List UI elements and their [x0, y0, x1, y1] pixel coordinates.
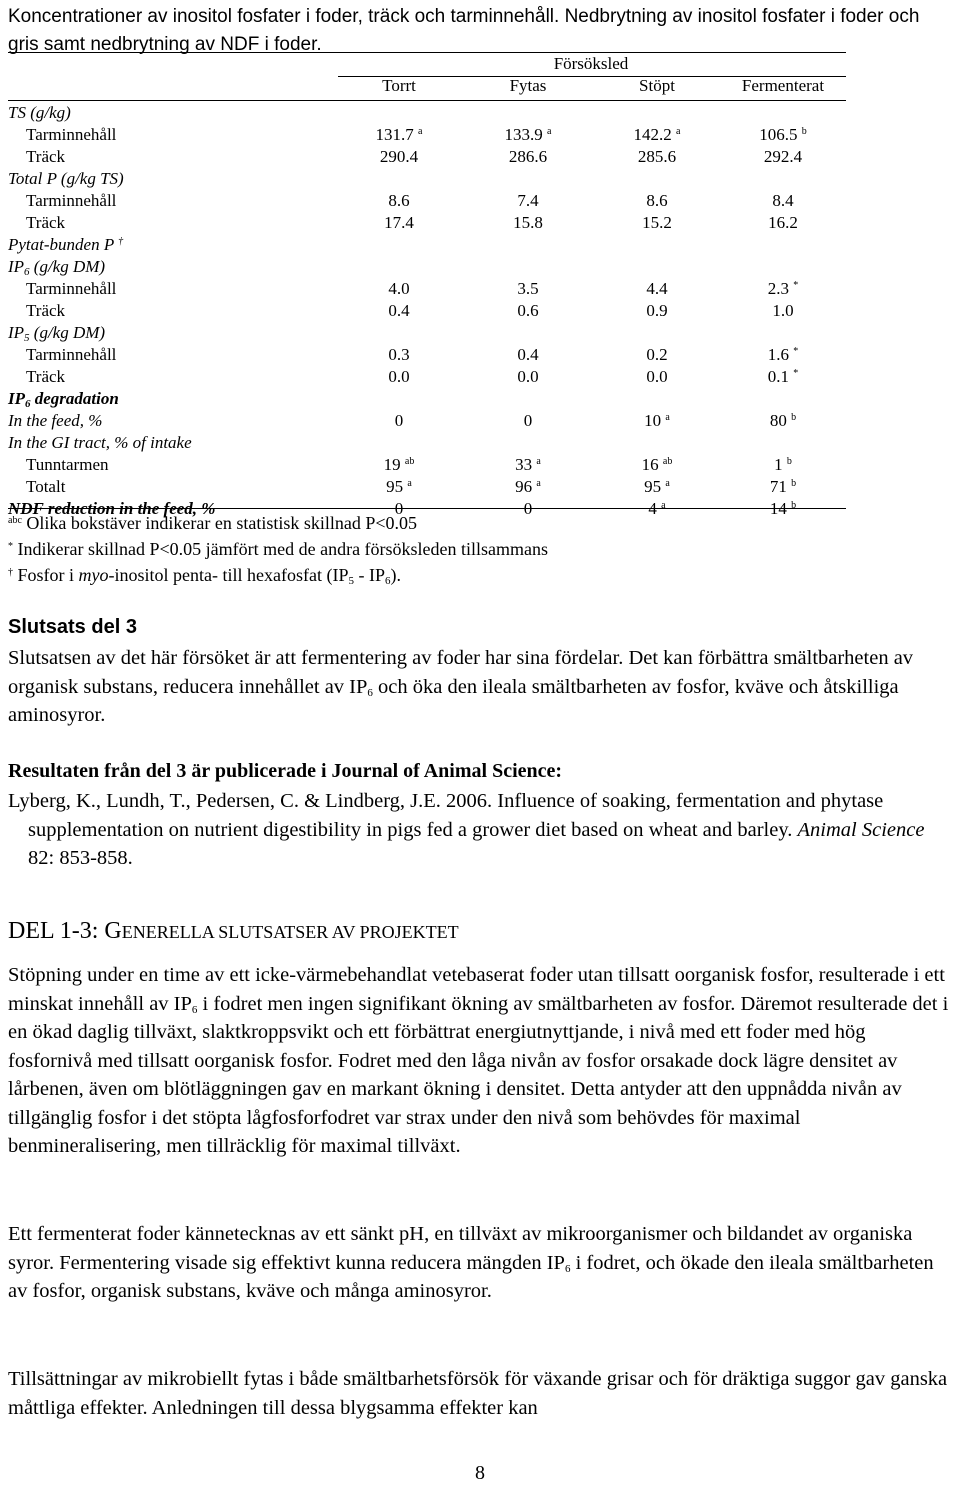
table-row [8, 234, 846, 256]
table-cell: 95 $^a$ [386, 477, 412, 496]
table-cell: 106.5 $^b$ [759, 125, 807, 144]
table-cell: 10 $^a$ [644, 411, 670, 430]
table-cell: 0 [523, 411, 533, 430]
slutsats-paragraph: Slutsatsen av det här försöket är att fermentering av foder har sina fördelar. Det kan förbättra smältbarheten av organisk substans, reducera innehållet av $IP_6$ och öka den ileala smältbarheten av fosfor, kväve och åtskilliga aminosyror. [8, 647, 914, 726]
table-cell: 3.5 [517, 279, 539, 298]
chapter-title: DEL 1-3: GENERELLA SLUTSATSER AV PROJEKTET [8, 918, 459, 944]
row-label: In the feed, % [8, 411, 103, 430]
table-cell: 0.0 [646, 367, 668, 386]
table-group-header: Försöksled [553, 54, 629, 73]
table-cell: 96 $^a$ [515, 477, 541, 496]
row-label: Tarminnehåll [26, 191, 117, 210]
row-label: Träck [26, 147, 66, 166]
reference-citation: Lyberg, K., Lundh, T., Pedersen, C. & Lindberg, J.E. 2006. Influence of soaking, fermentation and phytase supplementation on nutrient digestibility in pigs fed a grower diet based on wheat and barley. Animal Science 82: 853-858. [8, 790, 925, 869]
table-row [8, 102, 846, 124]
table-bottom-rule [8, 508, 846, 509]
table-row [8, 388, 846, 410]
table-cell: 33 $^a$ [515, 455, 541, 474]
table-cell: 292.4 [763, 147, 803, 166]
table-cell: 16 $^{ab}$ [641, 455, 673, 474]
footnote-dagger: † Fosfor i myo-inositol penta- till hexafosfat $(IP_5 - IP_6)$. [8, 565, 401, 587]
table-cell: 0.3 [388, 345, 410, 364]
column-header: Torrt [382, 76, 416, 95]
column-header: Stöpt [639, 76, 675, 95]
table-row [8, 146, 846, 168]
row-label: Totalt [26, 477, 66, 496]
table-row [8, 256, 846, 278]
table-cell: 2.3 * [767, 279, 799, 298]
table-cell: 1.6 * [767, 345, 799, 364]
table-cell: 0.0 [517, 367, 539, 386]
table-row [8, 454, 846, 476]
table-cell: 290.4 [379, 147, 419, 166]
table-cell: 0 [523, 499, 533, 518]
table-cell: 0.0 [388, 367, 410, 386]
table-cell: 0.9 [646, 301, 668, 320]
table-row [8, 124, 846, 146]
table-cell: 0.6 [517, 301, 539, 320]
row-label: Tunntarmen [26, 455, 109, 474]
row-label: Tarminnehåll [26, 345, 117, 364]
table-row [8, 300, 846, 322]
table-cell: 285.6 [637, 147, 677, 166]
table-cell: 8.6 [646, 191, 668, 210]
paragraph-stopning: Stöpning under en time av ett icke-värmebehandlat vetebaserat foder utan tillsatt oorganisk fosfor, resulterade i ett minskat innehåll av $IP_6$ i fodret men ingen signifikant ökning av smältbarheten av fosfor. Däremot resulterade det i en ökad daglig tillväxt, slaktkroppsvikt och ett förbättrat energiutnyttjande, i nivå med ett foder med hög fosfornivå med tillsatt oorganisk fosfor. Fodret med den låga nivån av fosfor orsakade dock lägre densitet av lårbenen, även om blötläggningen gav en markant ökning i densitet. Detta antyder att den uppnådda nivån av tillgänglig fosfor i det stöpta lågfosforfodret var strax under den nivå som behövdes för maximal benmineralisering, men tillräcklig för maximal tillväxt. [8, 964, 949, 1157]
row-label: Träck [26, 213, 66, 232]
table-header-rule [8, 100, 846, 101]
row-label: $IP_5$ (g/kg DM) [8, 323, 106, 344]
table-cell: 131.7 $^a$ [375, 125, 423, 144]
table-row [8, 366, 846, 388]
table-row [8, 190, 846, 212]
table-cell: 15.8 [513, 213, 543, 232]
table-row [8, 410, 846, 432]
table-cell: 0.2 [646, 345, 668, 364]
table-cell: 16.2 [768, 213, 798, 232]
table-cell: 0.1 * [767, 367, 799, 386]
table-row [8, 476, 846, 498]
table-cell: 4.4 [646, 279, 668, 298]
table-cell: 4.0 [388, 279, 410, 298]
table-row [8, 344, 846, 366]
row-label: Träck [26, 367, 66, 386]
row-label: TS (g/kg) [8, 103, 71, 122]
row-label: NDF reduction in the feed, % [8, 499, 216, 518]
column-header: Fermenterat [741, 76, 825, 95]
section-heading-slutsats: Slutsats del 3 [8, 616, 137, 638]
table-row [8, 168, 846, 190]
table-cell: 142.2 $^a$ [633, 125, 681, 144]
table-cell: 0.4 [517, 345, 539, 364]
table-cell: 71 $^b$ [769, 477, 797, 496]
row-label: Pytat-bunden P † [8, 235, 124, 254]
table-cell: 1.0 [772, 301, 794, 320]
table-cell: 4 $^a$ [648, 499, 666, 518]
row-label: Tarminnehåll [26, 279, 117, 298]
row-label: $IP_6$ degradation [8, 389, 119, 410]
table-cell: 8.6 [388, 191, 410, 210]
table-row [8, 212, 846, 234]
footnote-asterisk: * Indikerar skillnad P<0.05 jämfört med de andra försöksleden tillsammans [8, 539, 549, 559]
paragraph-fermentering: Ett fermenterat foder kännetecknas av ett sänkt pH, en tillväxt av mikroorganismer och bildandet av organiska syror. Fermentering visade sig effektivt kunna reducera mängden $IP_6$ i fodret, och ökade den ileala smältbarheten av fosfor, organisk substans, kväve och många aminosyror. [8, 1223, 934, 1302]
table-footnotes [8, 510, 548, 588]
table-cell: 17.4 [384, 213, 414, 232]
table-cell: 7.4 [517, 191, 539, 210]
paragraph-fytas: Tillsättningar av mikrobiellt fytas i både smältbarhetsförsök för växande grisar och för dräktiga suggor gav ganska måttliga effekter. Anledningen till dessa blygsamma effekter kan [8, 1368, 948, 1419]
table-cell: 80 $^b$ [769, 411, 797, 430]
column-header: Fytas [509, 76, 547, 95]
table-top-rule [8, 52, 846, 53]
row-label: $IP_6$ (g/kg DM) [8, 257, 106, 278]
row-label: Total P (g/kg TS) [8, 169, 124, 188]
table-row [8, 278, 846, 300]
row-label: Träck [26, 301, 66, 320]
table-cell: 133.9 $^a$ [504, 125, 552, 144]
table-cell: 8.4 [772, 191, 794, 210]
row-label: Tarminnehåll [26, 125, 117, 144]
table-cell: 0.4 [388, 301, 410, 320]
table-cell: 14 $^b$ [769, 499, 797, 518]
row-label: In the GI tract, % of intake [8, 433, 192, 452]
table-row [8, 432, 846, 454]
table-cell: 15.2 [642, 213, 672, 232]
table-cell: 0 [394, 411, 404, 430]
section-heading-resultat: Resultaten från del 3 är publicerade i Journal of Animal Science: [8, 760, 563, 782]
page-number: 8 [475, 1462, 485, 1484]
table-cell: 286.6 [508, 147, 548, 166]
table-caption: Koncentrationer av inositol fosfater i foder, träck och tarminnehåll. Nedbrytning av inositol fosfater i foder och gris samt nedbrytning av NDF i foder. [8, 6, 920, 55]
footnote-significance: $^{abc}$ Olika bokstäver indikerar en statistisk skillnad P<0.05 [8, 513, 417, 533]
table-row [8, 322, 846, 344]
table-cell: 0 [394, 499, 404, 518]
table-cell: 1 $^b$ [774, 455, 792, 474]
table-cell: 95 $^a$ [644, 477, 670, 496]
table-cell: 19 $^{ab}$ [383, 455, 415, 474]
